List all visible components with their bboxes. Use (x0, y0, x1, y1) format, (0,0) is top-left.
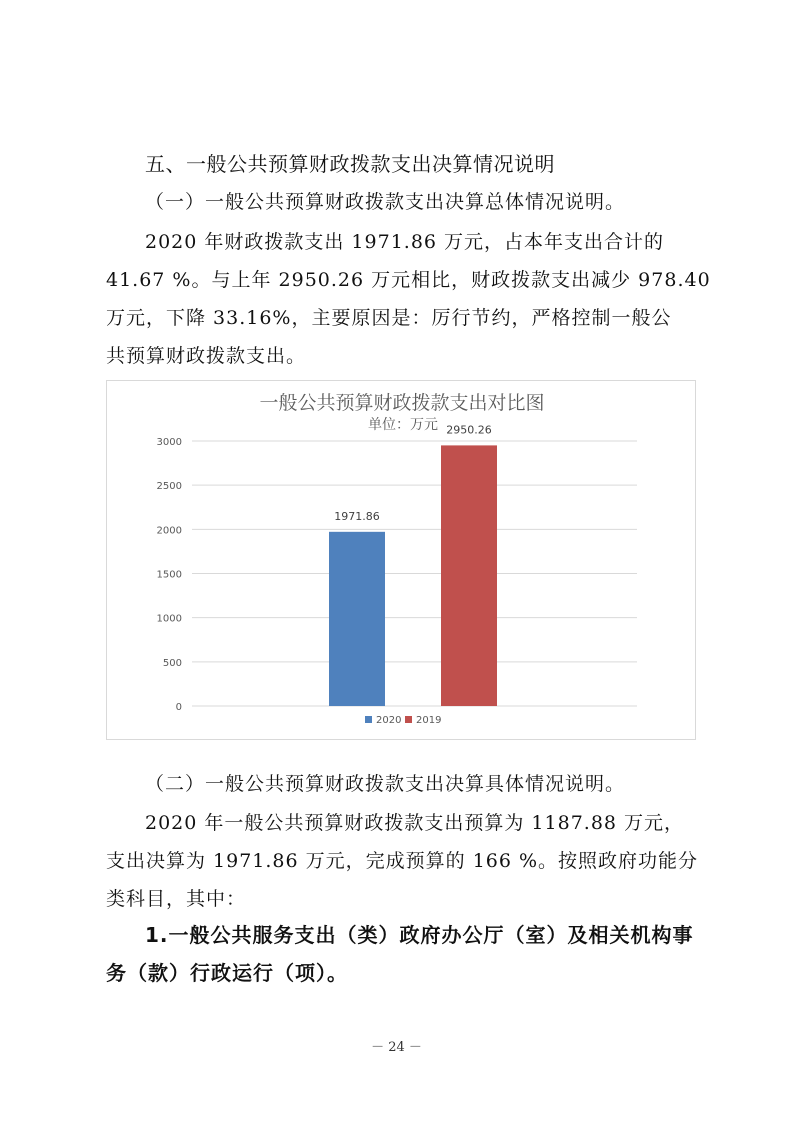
subsection-title-2: （二）一般公共预算财政拨款支出决算具体情况说明。 (145, 773, 626, 795)
data-label-2020: 1971.86 (334, 509, 380, 523)
legend-label-2019: 2019 (416, 715, 442, 726)
bar-2020 (329, 532, 385, 706)
chart-subtitle: 单位：万元 (368, 417, 438, 433)
y-tick-label: 2500 (156, 481, 182, 493)
y-tick-label: 1000 (156, 613, 182, 625)
chart-canvas (107, 381, 697, 741)
page-number: － 24 － (371, 1040, 422, 1055)
item-1-line-1: 1.一般公共服务支出（类）政府办公厅（室）及相关机构事 (145, 923, 694, 947)
paragraph-2-line-2: 支出决算为 1971.86 万元，完成预算的 166 %。按照政府功能分 (106, 850, 699, 872)
legend-swatch-2020 (365, 716, 372, 723)
paragraph-2-line-1: 2020 年一般公共预算财政拨款支出预算为 1187.88 万元， (145, 812, 685, 834)
y-tick-label: 3000 (156, 437, 182, 448)
paragraph-2-line-3: 类科目，其中： (106, 888, 247, 910)
legend-label-2020: 2020 (376, 715, 402, 726)
data-label-2019: 2950.26 (446, 423, 492, 437)
bar-2019 (441, 445, 497, 706)
paragraph-1-line-4: 共预算财政拨款支出。 (106, 345, 307, 367)
y-tick-label: 500 (162, 657, 182, 669)
section-heading: 五、一般公共预算财政拨款支出决算情况说明 (145, 152, 555, 176)
y-tick-label: 0 (175, 702, 182, 713)
paragraph-1-line-3: 万元，下降 33.16%，主要原因是：厉行节约，严格控制一般公 (106, 307, 672, 329)
chart-title: 一般公共预算财政拨款支出对比图 (259, 392, 545, 414)
legend-swatch-2019 (405, 716, 412, 723)
comparison-bar-chart (106, 380, 696, 740)
y-tick-label: 1500 (156, 569, 182, 581)
paragraph-1-line-1: 2020 年财政拨款支出 1971.86 万元，占本年支出合计的 (145, 231, 665, 253)
paragraph-1-line-2: 41.67 %。与上年 2950.26 万元相比，财政拨款支出减少 978.40 (106, 269, 711, 291)
y-tick-label: 2000 (156, 525, 182, 537)
item-1-line-2: 务（款）行政运行（项）。 (106, 961, 348, 985)
subsection-title-1: （一）一般公共预算财政拨款支出决算总体情况说明。 (145, 191, 626, 213)
